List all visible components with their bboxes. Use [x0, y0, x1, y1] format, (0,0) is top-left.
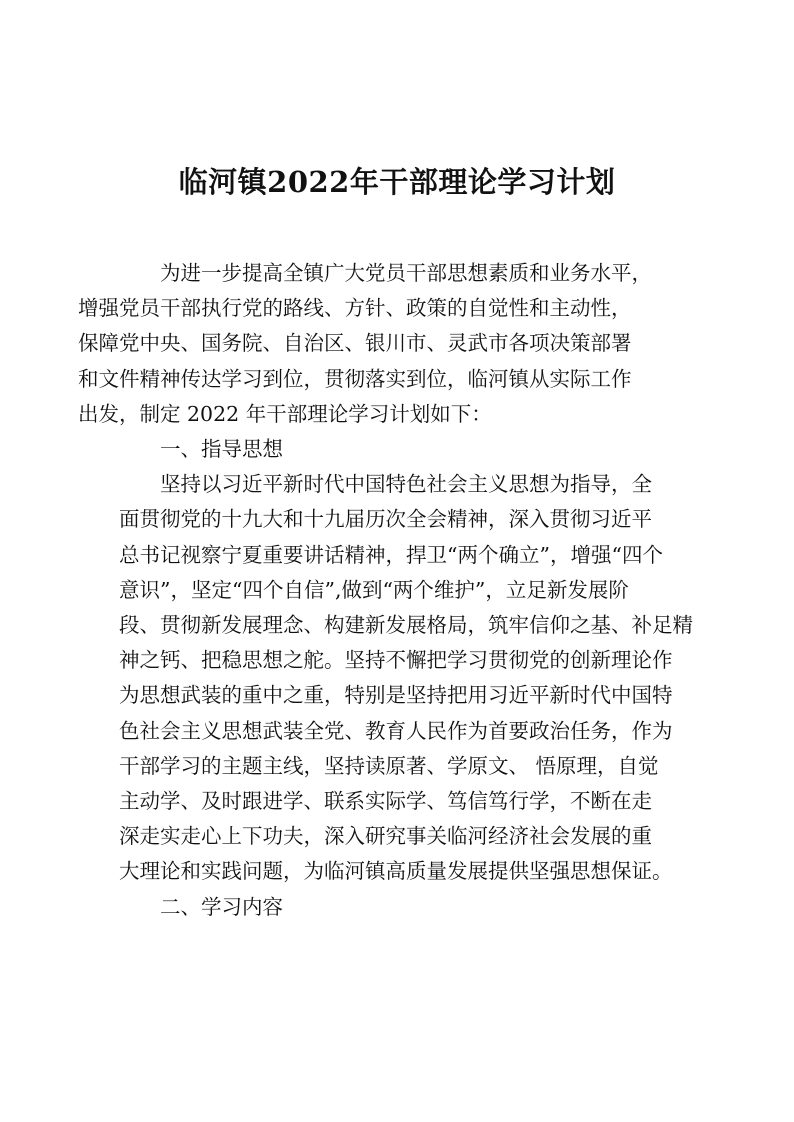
paragraph-line: 色社会主义思想武装全党、教育人民作为首要政治任务，作为	[119, 718, 673, 743]
paragraph-line: 为思想武装的重中之重，特别是坚持把用习近平新时代中国特	[119, 683, 673, 708]
paragraph-line: 大理论和实践问题，为临河镇高质量发展提供坚强思想保证。	[119, 859, 673, 884]
document-body	[78, 256, 693, 925]
paragraph-line: 意识”，坚定“四个自信”,做到“两个维护”，立足新发展阶	[119, 577, 629, 602]
paragraph-line: 段、贯彻新发展理念、构建新发展格局，筑牢信仰之基、补足精	[119, 613, 693, 638]
intro-line: 出发，制定 2022 年干部理论学习计划如下：	[78, 401, 492, 426]
section-heading-guiding-ideology: 一、指导思想	[160, 437, 283, 462]
intro-paragraph	[78, 256, 689, 432]
intro-line: 为进一步提高全镇广大党员干部思想素质和业务水平，	[160, 261, 652, 285]
intro-line: 增强党员干部执行党的路线、方针、政策的自觉性和主动性，	[78, 296, 632, 321]
document-title: 临河镇2022年干部理论学习计划	[178, 165, 616, 199]
section-heading-study-content: 二、学习内容	[160, 894, 283, 919]
paragraph-line: 面贯彻党的十九大和十九届历次全会精神，深入贯彻习近平	[119, 507, 652, 532]
intro-line: 保障党中央、国务院、自治区、银川市、灵武市各项决策部署	[78, 331, 632, 356]
paragraph-line: 坚持以习近平新时代中国特色社会主义思想为指导，全	[160, 472, 652, 497]
guiding-ideology-paragraph	[119, 467, 693, 889]
paragraph-line: 总书记视察宁夏重要讲话精神，捍卫“两个确立”，增强“四个	[119, 542, 663, 567]
paragraph-line: 神之钙、把稳思想之舵。坚持不懈把学习贯彻党的创新理论作	[119, 648, 673, 673]
paragraph-line: 深走实走心上下功夫，深入研究事关临河经济社会发展的重	[119, 824, 652, 849]
intro-line: 和文件精神传达学习到位，贯彻落实到位，临河镇从实际工作	[78, 366, 632, 391]
paragraph-line: 干部学习的主题主线，坚持读原著、学原文、 悟原理，自觉	[119, 753, 659, 778]
paragraph-line: 主动学、及时跟进学、联系实际学、笃信笃行学，不断在走	[119, 789, 652, 814]
